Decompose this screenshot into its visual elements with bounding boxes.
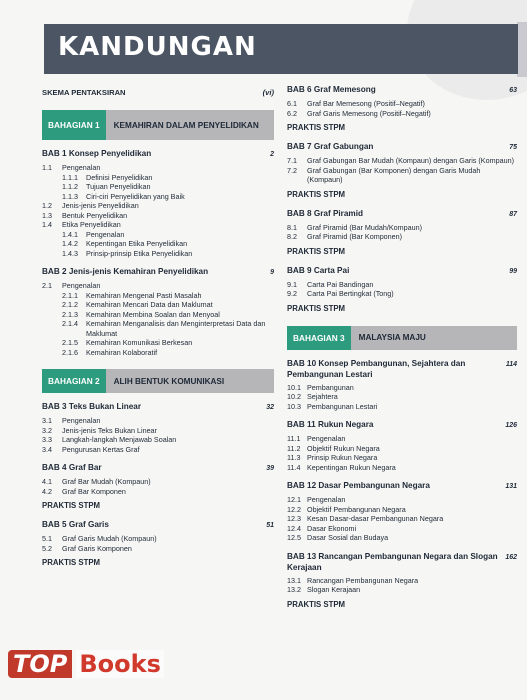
toc-item xyxy=(42,310,274,320)
item-number: 12.3 xyxy=(287,514,301,523)
part-header xyxy=(42,110,274,140)
toc-item xyxy=(42,319,274,338)
item-number: 8.2 xyxy=(287,232,297,241)
item-number: 11.4 xyxy=(287,462,301,472)
page-title: KANDUNGAN xyxy=(58,32,257,62)
part-label: BAHAGIAN 3 xyxy=(287,326,351,350)
item-text: Slogan Kerajaan xyxy=(307,585,361,594)
item-number: 11.3 xyxy=(287,453,301,462)
item-text: Kemahiran Mencari Data dan Maklumat xyxy=(86,300,213,309)
toc-item xyxy=(287,514,517,524)
toc-item xyxy=(287,585,517,595)
item-number: 2.1 xyxy=(42,281,52,290)
item-number: 6.1 xyxy=(287,99,297,108)
toc-right-column xyxy=(287,84,517,610)
toc-item xyxy=(287,280,517,290)
item-text: Pengenalan xyxy=(62,281,101,290)
toc-item xyxy=(42,182,274,192)
chapter-title: BAB 3 Teks Bukan Linear xyxy=(42,402,142,411)
toc-item xyxy=(42,338,274,348)
item-number: 12.4 xyxy=(287,523,301,533)
toc-item xyxy=(42,300,274,310)
item-text: Graf Garis Mudah (Kompaun) xyxy=(62,534,157,543)
chapter-title: BAB 1 Konsep Penyelidikan xyxy=(42,149,152,158)
item-text: Etika Penyelidikan xyxy=(62,220,121,229)
chapter-page: 9 xyxy=(270,269,274,276)
toc-item xyxy=(287,402,517,412)
item-number: 3.3 xyxy=(42,435,52,444)
toc-item xyxy=(287,463,517,473)
toc-item xyxy=(287,166,517,185)
toc-item xyxy=(42,445,274,455)
item-text: Graf Garis Memesong (Positif–Negatif) xyxy=(307,108,431,118)
item-number: 7.1 xyxy=(287,156,297,165)
praktis-stpm: PRAKTIS STPM xyxy=(287,189,346,199)
item-text: Definisi Penyelidikan xyxy=(86,172,153,182)
item-number: 9.2 xyxy=(287,289,297,298)
item-text: Prinsip-prinsip Etika Penyelidikan xyxy=(86,248,193,258)
chapter-heading xyxy=(287,551,517,573)
toc-item xyxy=(287,505,517,515)
toc-item xyxy=(42,163,274,173)
item-number: 2.1.1 xyxy=(62,290,78,300)
item-number: 4.1 xyxy=(42,477,52,486)
chapter-heading xyxy=(287,208,517,220)
toc-item xyxy=(42,291,274,301)
praktis-stpm: PRAKTIS STPM xyxy=(42,501,101,510)
chapter-title: BAB 10 Konsep Pembangunan, Sejahtera dan Pembangunan Lestari xyxy=(287,358,466,379)
chapter-title: BAB 2 Jenis-jenis Kemahiran Penyelidikan xyxy=(42,267,209,276)
item-text: Kemahiran Membina Soalan dan Menyoal xyxy=(86,309,220,319)
chapter-heading xyxy=(42,519,274,531)
toc-item xyxy=(287,495,517,505)
item-number: 1.4.3 xyxy=(62,248,78,258)
chapter-page: 99 xyxy=(509,267,517,275)
toc-item xyxy=(42,192,274,202)
item-text: Kemahiran Kolaboratif xyxy=(86,347,158,357)
item-text: Kepentingan Rukun Negara xyxy=(307,462,396,472)
item-text: Kepentingan Etika Penyelidikan xyxy=(86,239,188,248)
item-number: 1.4.2 xyxy=(62,239,78,248)
toc-item xyxy=(42,230,274,240)
item-text: Graf Garis Komponen xyxy=(62,543,132,553)
item-text: Graf Piramid (Bar Komponen) xyxy=(307,232,403,241)
item-text: Carta Pai Bertingkat (Tong) xyxy=(307,289,394,298)
item-text: Tujuan Penyelidikan xyxy=(86,182,151,191)
toc-item xyxy=(42,249,274,259)
item-number: 11.2 xyxy=(287,443,301,453)
praktis-stpm: PRAKTIS STPM xyxy=(287,303,346,313)
item-text: Graf Bar Mudah (Kompaun) xyxy=(62,477,151,486)
chapter-page: 63 xyxy=(509,87,517,94)
toc-item xyxy=(42,435,274,445)
chapter-heading xyxy=(42,266,274,278)
skema-page: (vi) xyxy=(262,88,274,97)
item-text: Pengenalan xyxy=(62,416,101,425)
chapter-heading xyxy=(42,462,274,474)
item-number: 5.2 xyxy=(42,543,52,553)
item-number: 1.1.1 xyxy=(62,172,78,182)
item-number: 10.2 xyxy=(287,392,301,401)
toc-item xyxy=(42,544,274,554)
item-number: 1.2 xyxy=(42,201,52,210)
chapter-title: BAB 8 Graf Piramid xyxy=(287,208,363,218)
chapter-page: 126 xyxy=(505,422,517,429)
toc-item xyxy=(287,109,517,119)
item-number: 3.2 xyxy=(42,425,52,435)
chapter-heading xyxy=(287,480,517,492)
logo-books-text: Books xyxy=(76,650,164,678)
item-number: 1.3 xyxy=(42,210,52,220)
part-title: KEMAHIRAN DALAM PENYELIDIKAN xyxy=(106,110,274,140)
item-number: 3.1 xyxy=(42,416,52,425)
item-number: 1.1.2 xyxy=(62,182,78,191)
item-text: Graf Bar Komponen xyxy=(62,486,126,496)
toc-item xyxy=(287,223,517,233)
item-number: 6.2 xyxy=(287,108,297,118)
item-number: 12.1 xyxy=(287,495,301,504)
item-text: Dasar Sosial dan Budaya xyxy=(307,533,389,542)
chapter-title: BAB 9 Carta Pai xyxy=(287,265,350,275)
toc-item xyxy=(287,392,517,402)
item-number: 8.1 xyxy=(287,222,297,232)
toc-left-column xyxy=(42,84,274,568)
toc-item xyxy=(287,533,517,543)
chapter-title: BAB 13 Rancangan Pembangunan Negara dan Slogan Kerajaan xyxy=(287,551,498,572)
item-text: Objektif Rukun Negara xyxy=(307,443,380,453)
item-number: 10.3 xyxy=(287,401,301,411)
toc-item xyxy=(287,383,517,393)
item-number: 2.1.6 xyxy=(62,347,78,357)
item-number: 2.1.5 xyxy=(62,338,78,347)
item-number: 2.1.2 xyxy=(62,300,78,309)
item-number: 1.4.1 xyxy=(62,229,78,239)
item-text: Rancangan Pembangunan Negara xyxy=(307,575,419,585)
item-number: 12.2 xyxy=(287,504,301,514)
chapter-page: 39 xyxy=(266,465,274,472)
item-text: Ciri-ciri Penyelidikan yang Baik xyxy=(86,191,185,201)
chapter-heading xyxy=(42,148,274,160)
praktis-stpm: PRAKTIS STPM xyxy=(287,246,346,256)
left-toc-list xyxy=(42,110,274,568)
chapter-title: BAB 5 Graf Garis xyxy=(42,520,109,529)
item-text: Kemahiran Komunikasi Berkesan xyxy=(86,338,193,347)
part-label: BAHAGIAN 2 xyxy=(42,369,106,393)
item-text: Langkah-langkah Menjawab Soalan xyxy=(62,435,177,444)
praktis-stpm: PRAKTIS STPM xyxy=(287,123,346,132)
item-text: Jenis-jenis Teks Bukan Linear xyxy=(62,425,157,435)
chapter-title: BAB 4 Graf Bar xyxy=(42,463,102,472)
item-text: Dasar Ekonomi xyxy=(307,523,357,533)
item-text: Prinsip Rukun Negara xyxy=(307,453,378,462)
toc-item xyxy=(287,524,517,534)
toc-item xyxy=(287,156,517,166)
item-text: Graf Gabungan Bar Mudah (Kompaun) dengan Garis (Kompaun) xyxy=(307,156,514,165)
item-text: Graf Gabungan (Bar Komponen) dengan Garis Mudah (Kompaun) xyxy=(307,165,481,184)
item-number: 13.2 xyxy=(287,585,301,594)
toc-item xyxy=(287,434,517,444)
item-text: Bentuk Penyelidikan xyxy=(62,210,128,220)
item-text: Graf Bar Memesong (Positif–Negatif) xyxy=(307,99,425,108)
item-text: Kemahiran Mengenal Pasti Masalah xyxy=(86,290,202,300)
chapter-heading xyxy=(287,141,517,153)
item-number: 2.1.4 xyxy=(62,319,78,328)
item-number: 1.1 xyxy=(42,163,52,172)
toc-item xyxy=(287,289,517,299)
chapter-page: 75 xyxy=(509,144,517,151)
skema-label: SKEMA PENTAKSIRAN xyxy=(42,88,126,97)
right-toc-list xyxy=(287,84,517,610)
item-number: 1.1.3 xyxy=(62,191,78,201)
chapter-heading xyxy=(287,358,517,380)
toc-item xyxy=(287,232,517,242)
toc-item xyxy=(42,211,274,221)
item-number: 12.5 xyxy=(287,533,301,542)
item-number: 9.1 xyxy=(287,279,297,289)
item-text: Pembangunan xyxy=(307,382,354,392)
toc-item xyxy=(287,99,517,109)
item-text: Pengenalan xyxy=(62,163,101,172)
chapter-page: 114 xyxy=(505,360,517,368)
topbooks-logo xyxy=(8,650,164,678)
item-number: 4.2 xyxy=(42,486,52,496)
item-text: Sejahtera xyxy=(307,392,338,401)
chapter-page: 162 xyxy=(505,553,517,561)
chapter-page: 2 xyxy=(270,151,274,158)
item-number: 13.1 xyxy=(287,575,301,585)
item-number: 11.1 xyxy=(287,434,301,443)
item-text: Pengenalan xyxy=(307,434,346,443)
toc-item xyxy=(42,348,274,358)
part-title: MALAYSIA MAJU xyxy=(351,326,517,350)
item-text: Pembangunan Lestari xyxy=(307,401,378,411)
part-header xyxy=(287,326,517,350)
item-number: 10.1 xyxy=(287,382,301,392)
toc-item xyxy=(42,416,274,426)
chapter-heading xyxy=(287,419,517,431)
toc-item xyxy=(42,426,274,436)
toc-item xyxy=(42,220,274,230)
toc-item xyxy=(42,477,274,487)
toc-item xyxy=(287,444,517,454)
chapter-title: BAB 11 Rukun Negara xyxy=(287,420,374,429)
chapter-page: 32 xyxy=(266,404,274,411)
toc-item xyxy=(42,534,274,544)
item-number: 3.4 xyxy=(42,444,52,454)
item-number: 1.4 xyxy=(42,220,52,229)
item-text: Kesan Dasar-dasar Pembangunan Negara xyxy=(307,514,444,523)
item-text: Kemahiran Menganalisis dan Menginterpretasi Data dan Maklumat xyxy=(86,319,266,338)
praktis-stpm: PRAKTIS STPM xyxy=(287,599,346,609)
chapter-page: 131 xyxy=(505,483,517,490)
chapter-title: BAB 7 Graf Gabungan xyxy=(287,142,374,151)
toc-item xyxy=(42,239,274,249)
decorative-strip xyxy=(517,22,527,77)
part-header xyxy=(42,369,274,393)
chapter-title: BAB 12 Dasar Pembangunan Negara xyxy=(287,481,430,490)
chapter-page: 87 xyxy=(509,210,517,218)
chapter-heading xyxy=(287,84,517,96)
item-number: 7.2 xyxy=(287,165,297,175)
item-number: 5.1 xyxy=(42,534,52,543)
chapter-title: BAB 6 Graf Memesong xyxy=(287,85,376,94)
chapter-heading xyxy=(42,401,274,413)
toc-item xyxy=(42,487,274,497)
skema-row xyxy=(42,88,274,98)
item-text: Carta Pai Bandingan xyxy=(307,279,374,289)
item-number: 2.1.3 xyxy=(62,309,78,319)
toc-item xyxy=(42,173,274,183)
item-text: Pengurusan Kertas Graf xyxy=(62,444,140,454)
part-title: ALIH BENTUK KOMUNIKASI xyxy=(106,369,274,393)
toc-item xyxy=(42,201,274,211)
logo-top-text: TOP xyxy=(8,650,72,678)
toc-item xyxy=(287,576,517,586)
item-text: Objektif Pembangunan Negara xyxy=(307,504,406,514)
part-label: BAHAGIAN 1 xyxy=(42,110,106,140)
praktis-stpm: PRAKTIS STPM xyxy=(42,558,101,567)
item-text: Graf Piramid (Bar Mudah/Kompaun) xyxy=(307,222,423,232)
toc-item xyxy=(42,281,274,291)
item-text: Pengenalan xyxy=(307,495,346,504)
chapter-heading xyxy=(287,265,517,277)
toc-item xyxy=(287,453,517,463)
chapter-page: 51 xyxy=(266,522,274,529)
item-text: Jenis-jenis Penyelidikan xyxy=(62,201,139,210)
item-text: Pengenalan xyxy=(86,229,125,239)
title-bar xyxy=(44,24,518,74)
